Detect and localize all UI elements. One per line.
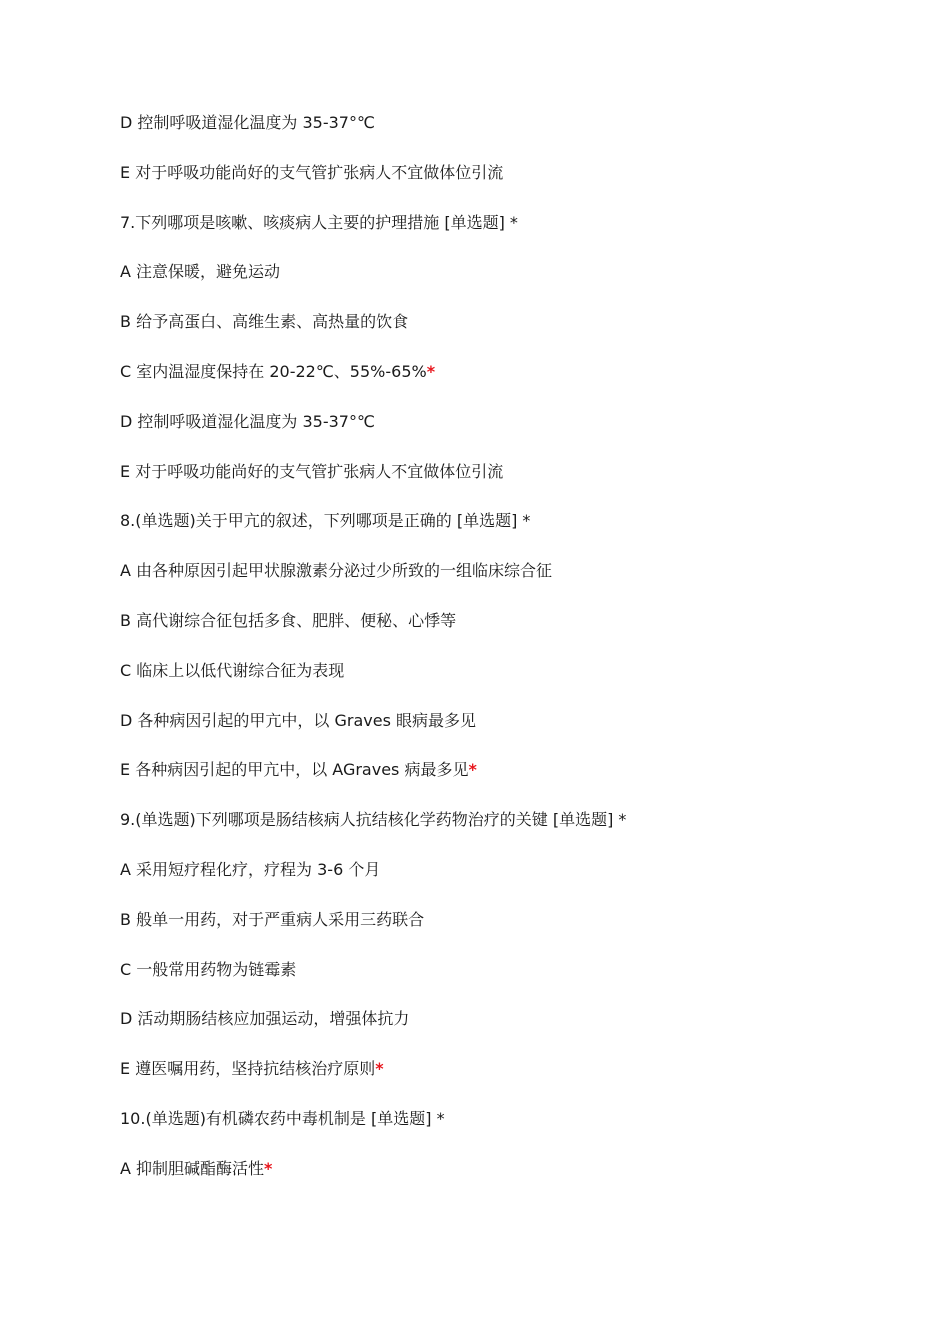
option-text: E 对于呼吸功能尚好的支气管扩张病人不宜做体位引流 xyxy=(120,162,504,182)
option-line xyxy=(120,1157,900,1207)
option-text: E 遵医嘱用药，坚持抗结核治疗原则 xyxy=(120,1059,376,1079)
option-line xyxy=(120,858,900,908)
question-text: 10.(单选题)有机磷农药中毒机制是 [单选题] * xyxy=(120,1108,445,1128)
option-text: D 各种病因引起的甲亢中，以 Graves 眼病最多见 xyxy=(120,710,477,730)
option-text: C 临床上以低代谢综合征为表现 xyxy=(120,660,345,680)
option-line xyxy=(120,410,900,460)
option-line xyxy=(120,310,900,360)
option-text: A 注意保暖，避免运动 xyxy=(120,262,281,282)
option-text: E 各种病因引起的甲亢中，以 AGraves 病最多见 xyxy=(120,760,469,780)
option-line xyxy=(120,360,900,410)
question-line xyxy=(120,509,900,559)
option-text: B 般单一用药，对于严重病人采用三药联合 xyxy=(120,909,425,929)
option-text: A 采用短疗程化疗，疗程为 3-6 个月 xyxy=(120,859,381,879)
option-text: C 一般常用药物为链霉素 xyxy=(120,959,297,979)
option-line xyxy=(120,260,900,310)
option-text: A 抑制胆碱酯酶活性 xyxy=(120,1158,265,1178)
option-text: A 由各种原因引起甲状腺激素分泌过少所致的一组临床综合征 xyxy=(120,561,553,581)
option-line xyxy=(120,161,900,211)
question-line xyxy=(120,808,900,858)
option-line xyxy=(120,659,900,709)
correct-answer-marker: * xyxy=(264,1158,273,1178)
question-text: 9.(单选题)下列哪项是肠结核病人抗结核化学药物治疗的关键 [单选题] * xyxy=(120,810,627,830)
question-line xyxy=(120,1107,900,1157)
correct-answer-marker: * xyxy=(426,361,436,381)
option-text: D 活动期肠结核应加强运动，增强体抗力 xyxy=(120,1009,410,1029)
option-text: E 对于呼吸功能尚好的支气管扩张病人不宜做体位引流 xyxy=(120,461,504,481)
option-line xyxy=(120,609,900,659)
correct-answer-marker: * xyxy=(468,760,477,780)
option-line xyxy=(120,709,900,759)
option-text: B 给予高蛋白、高维生素、高热量的饮食 xyxy=(120,312,409,332)
option-text: D 控制呼吸道湿化温度为 35-37°℃ xyxy=(120,411,375,431)
option-line xyxy=(120,460,900,510)
option-line xyxy=(120,1057,900,1107)
option-line xyxy=(120,758,900,808)
option-text: B 高代谢综合征包括多食、肥胖、便秘、心悸等 xyxy=(120,610,457,630)
option-text: D 控制呼吸道湿化温度为 35-37°℃ xyxy=(120,113,375,132)
question-line xyxy=(120,211,900,261)
option-line xyxy=(120,958,900,1008)
option-text: C 室内温湿度保持在 20-22℃、55%-65% xyxy=(120,361,427,381)
document-body xyxy=(120,111,900,1207)
question-text: 8.(单选题)关于甲亢的叙述，下列哪项是正确的 [单选题] * xyxy=(120,511,531,531)
option-line xyxy=(120,111,900,161)
question-text: 7.下列哪项是咳嗽、咳痰病人主要的护理措施 [单选题] * xyxy=(120,212,518,232)
option-line xyxy=(120,559,900,609)
option-line xyxy=(120,1007,900,1057)
correct-answer-marker: * xyxy=(375,1059,384,1079)
option-line xyxy=(120,908,900,958)
